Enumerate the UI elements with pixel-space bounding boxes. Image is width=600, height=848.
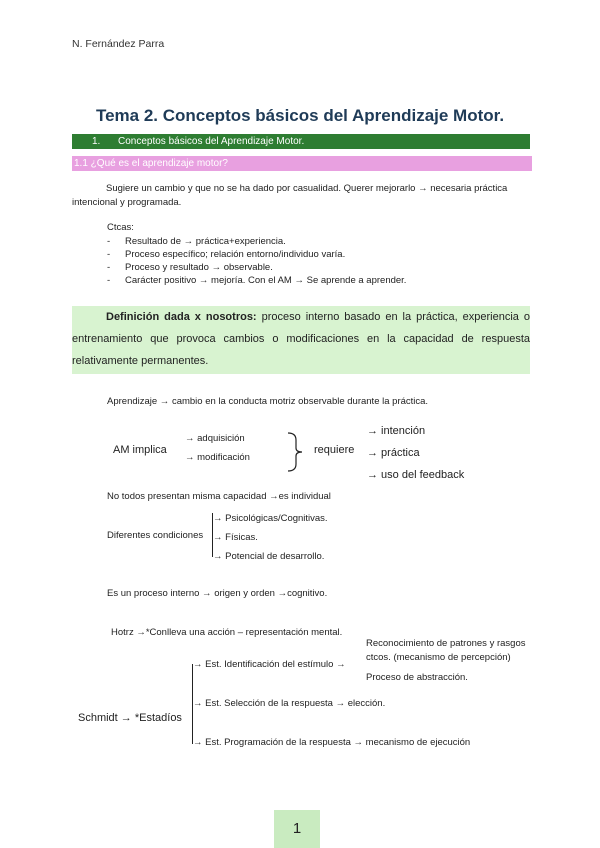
schmidt-stage: → Est. Programación de la respuesta → mecanismo de ejecución <box>193 737 471 748</box>
requiere-feedback: → uso del feedback <box>367 469 465 481</box>
ctcas-item: - Carácter positivo → mejoría. Con el AM → Se aprende a aprender. <box>107 275 407 286</box>
am-item-adquisicion: → adquisición <box>185 433 245 444</box>
ctcas-item: - Proceso específico; relación entorno/individuo varía. <box>107 249 346 260</box>
ctcas-item: - Proceso y resultado → observable. <box>107 262 273 273</box>
ident-note: Reconocimiento de patrones y rasgos <box>366 638 526 649</box>
definition-body: proceso interno basado en la práctica, experiencia o entrenamiento que provoca cambios o modificaciones en la capacidad de respuesta relativamente permanentes. <box>72 311 530 367</box>
section-1-1-heading: 1.1 ¿Qué es el aprendizaje motor? <box>72 156 532 171</box>
diferentes-label: Diferentes condiciones <box>107 530 204 541</box>
diferentes-item: → Psicológicas/Cognitivas. <box>213 513 328 524</box>
proceso-interno-line: Es un proceso interno → origen y orden →cognitivo. <box>107 588 328 599</box>
diferentes-item: → Físicas. <box>213 532 258 543</box>
author-header: N. Fernández Parra <box>72 38 165 50</box>
intro-paragraph: Sugiere un cambio y que no se ha dado por casualidad. Querer mejorarlo → necesaria práctica intencional y programada. <box>72 183 508 208</box>
section-1-number: 1. <box>92 136 101 147</box>
ctcas-label: Ctcas: <box>107 222 134 233</box>
brace-icon <box>286 432 306 472</box>
schmidt-stage: → Est. Selección de la respuesta → elección. <box>193 698 386 709</box>
requiere-practica: → práctica <box>367 447 420 459</box>
section-1-heading <box>72 134 530 149</box>
ctcas-item: - Resultado de → práctica+experiencia. <box>107 236 286 247</box>
definition-text <box>72 306 530 372</box>
page-number: 1 <box>274 810 320 848</box>
page-title: Tema 2. Conceptos básicos del Aprendizaje Motor. <box>95 106 505 125</box>
hotrz-line: Hotrz →*Conlleva una acción – representación mental. <box>111 627 343 638</box>
diferentes-item: → Potencial de desarrollo. <box>213 551 325 562</box>
requiere-label: requiere <box>314 444 355 456</box>
am-item-modificacion: → modificación <box>185 452 250 463</box>
schmidt-label: Schmidt → *Estadíos <box>78 712 182 724</box>
definition-lead: Definición dada x nosotros: <box>106 311 257 323</box>
ident-note: Proceso de abstracción. <box>366 672 468 683</box>
requiere-intencion: → intención <box>367 425 426 437</box>
aprendizaje-line: Aprendizaje → cambio en la conducta motriz observable durante la práctica. <box>107 396 429 407</box>
ident-note: ctcos. (mecanismo de percepción) <box>366 652 511 663</box>
section-1-label: Conceptos básicos del Aprendizaje Motor. <box>118 136 305 147</box>
no-todos-line: No todos presentan misma capacidad →es individual <box>107 491 331 502</box>
schmidt-stage: → Est. Identificación del estímulo → <box>193 659 346 670</box>
am-implica-label: AM implica <box>113 444 167 456</box>
